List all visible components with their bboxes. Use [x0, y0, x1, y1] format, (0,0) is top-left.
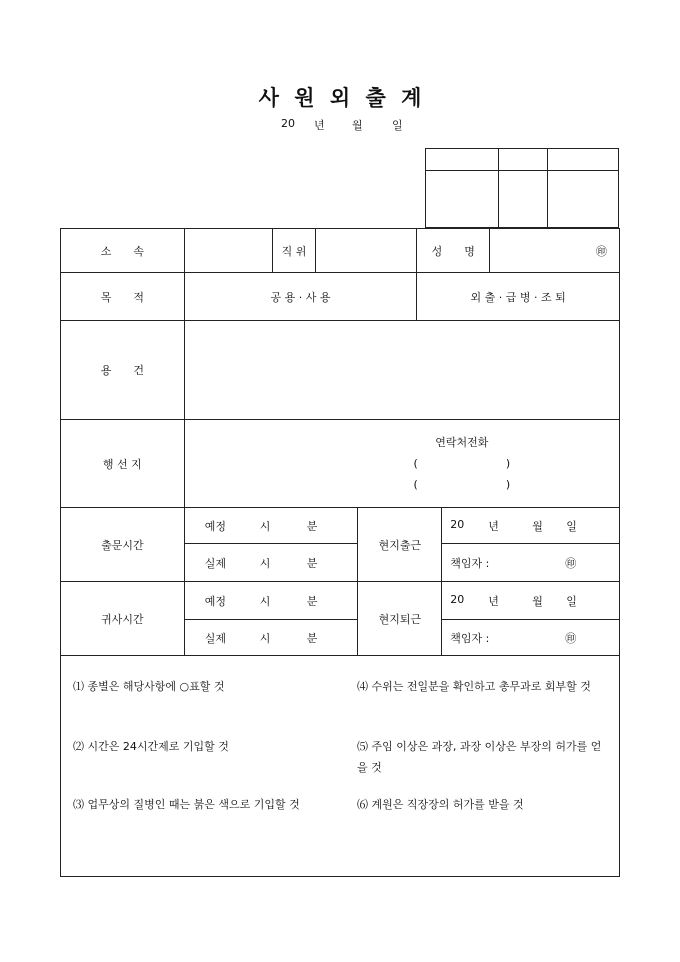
date-prefix: 20: [281, 117, 295, 130]
destination-label: 행 선 지: [61, 420, 185, 508]
actual-label: 실제: [204, 556, 226, 570]
planned-label: 예정: [204, 594, 226, 608]
title-char: 사: [258, 85, 279, 110]
approval-header-cell[interactable]: [548, 149, 619, 171]
note-item: ⑹ 계원은 직장장의 허가를 받을 것: [357, 798, 524, 811]
return-date-field[interactable]: [442, 582, 620, 620]
return-time-label: 귀사시간: [61, 582, 185, 656]
date-day: 일: [566, 595, 577, 608]
approval-table: [425, 148, 619, 228]
out-actual-field[interactable]: [184, 544, 358, 582]
out-time-label: 출문시간: [61, 508, 185, 582]
business-field[interactable]: [184, 321, 619, 420]
approval-header-cell[interactable]: [426, 149, 499, 171]
purpose-option-official-private[interactable]: 공 용 · 사 용: [184, 273, 417, 321]
minute-label: 분: [306, 632, 318, 645]
note-item: ⑷ 수위는 전일분을 확인하고 총무과로 회부할 것: [357, 680, 591, 693]
name-field[interactable]: [490, 229, 620, 273]
return-actual-field[interactable]: [184, 620, 358, 656]
approval-sign-cell[interactable]: [426, 171, 499, 228]
date-year: 년: [314, 119, 325, 132]
note-item: ⑴ 종별은 해당사항에 ○표할 것: [73, 680, 225, 693]
responsible-label: 책임자 :: [450, 632, 490, 645]
date-prefix: 20: [450, 518, 465, 531]
responsible-label: 책임자 :: [450, 557, 490, 570]
seal-mark: ㊞: [596, 244, 607, 258]
date-month: 월: [532, 595, 543, 608]
contact-line[interactable]: ( ): [413, 457, 511, 470]
date-year: 년: [488, 520, 499, 533]
affiliation-label: 소 속: [61, 229, 185, 273]
date-month: 월: [352, 119, 363, 132]
date-year: 년: [488, 595, 499, 608]
date-day: 일: [392, 119, 403, 132]
onsite-leave-label: 현지퇴근: [358, 582, 442, 656]
date-day: 일: [566, 520, 577, 533]
out-planned-field[interactable]: [184, 508, 358, 544]
hour-label: 시: [259, 632, 271, 645]
date-prefix: 20: [450, 593, 465, 606]
minute-label: 분: [306, 557, 318, 570]
planned-label: 예정: [204, 519, 226, 533]
position-field[interactable]: [316, 229, 417, 273]
hour-label: 시: [259, 520, 271, 533]
minute-label: 분: [306, 595, 318, 608]
hour-label: 시: [259, 595, 271, 608]
approval-sign-cell[interactable]: [499, 171, 548, 228]
business-label: 용 건: [61, 321, 185, 420]
main-form-table: [60, 228, 620, 877]
actual-label: 실제: [204, 631, 226, 645]
seal-mark: ㊞: [565, 557, 577, 570]
contact-line[interactable]: ( ): [413, 478, 511, 491]
out-date-field[interactable]: [442, 508, 620, 544]
contact-label: 연락처전화: [435, 436, 489, 449]
approval-sign-cell[interactable]: [548, 171, 619, 228]
out-responsible-field[interactable]: [442, 544, 620, 582]
position-label: 직 위: [272, 229, 316, 273]
title-char: 원: [294, 85, 315, 110]
title-char: 계: [401, 85, 422, 110]
approval-header-cell[interactable]: [499, 149, 548, 171]
name-label: 성 명: [417, 229, 490, 273]
notes-cell: [61, 656, 620, 877]
purpose-label: 목 적: [61, 273, 185, 321]
seal-mark: ㊞: [565, 632, 577, 645]
minute-label: 분: [306, 520, 318, 533]
title-char: 출: [365, 85, 386, 110]
date-month: 월: [532, 520, 543, 533]
note-item: ⑸ 주임 이상은 과장, 과장 이상은 부장의 허가를 얻을 것: [357, 740, 602, 774]
note-item: ⑵ 시간은 24시간제로 기입할 것: [73, 740, 229, 753]
title-char: 외: [329, 85, 351, 110]
return-responsible-field[interactable]: [442, 620, 620, 656]
return-planned-field[interactable]: [184, 582, 358, 620]
destination-field[interactable]: [184, 420, 619, 508]
onsite-start-label: 현지출근: [358, 508, 442, 582]
note-item: ⑶ 업무상의 질병인 때는 붉은 색으로 기입할 것: [73, 798, 300, 811]
hour-label: 시: [259, 557, 271, 570]
form-title: [0, 82, 680, 112]
affiliation-field[interactable]: [184, 229, 272, 273]
purpose-option-outing-sick-early[interactable]: 외 출 · 급 병 · 조 퇴: [417, 273, 620, 321]
